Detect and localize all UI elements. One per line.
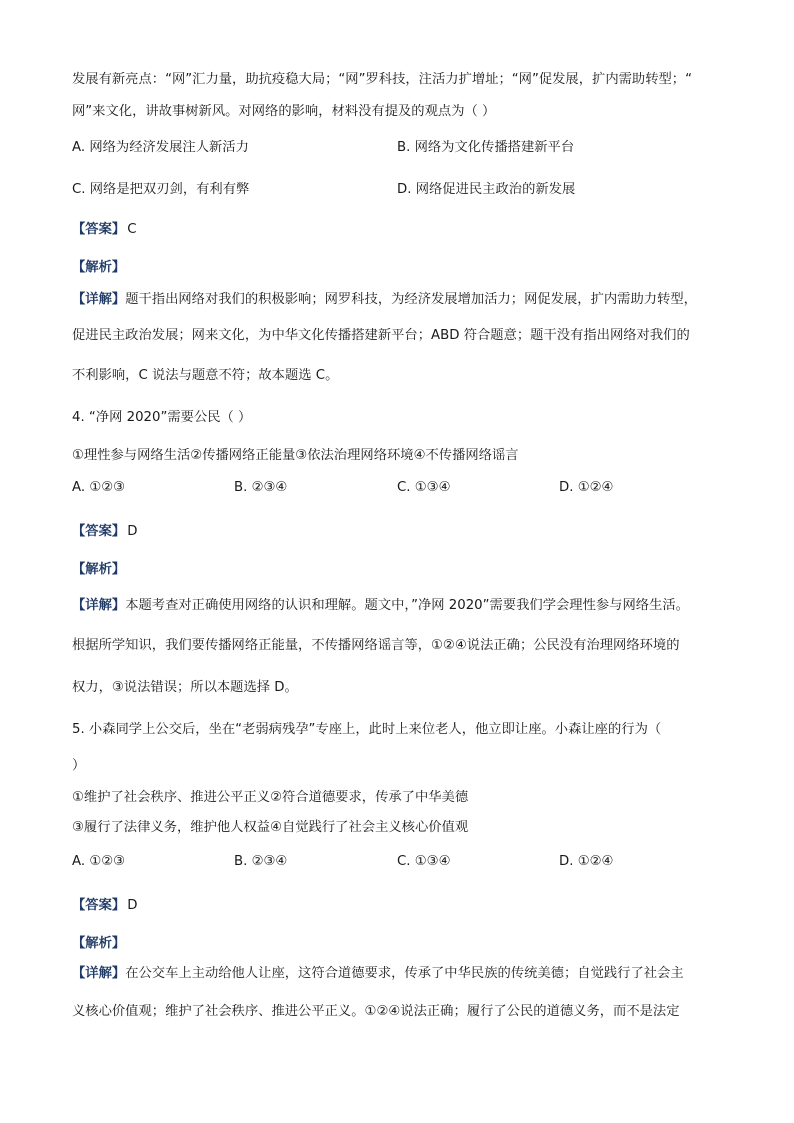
q5-option-b: B. ②③④ [234,854,288,869]
answer-tag: 【答案】 [72,222,126,237]
q3-option-c: C. 网络是把双刃剑，有利有弊 [72,182,250,197]
q4-option-b: B. ②③④ [234,480,288,495]
q5-items-line-1: ①维护了社会秩序、推进公平正义②符合道德要求，传承了中华美德 [72,790,469,805]
q4-detail-line-2: 根据所学知识，我们要传播网络正能量，不传播网络谣言等，①②④说法正确；公民没有治理网络环境的 [72,638,680,653]
answer-value: C [127,222,137,237]
detail-text: 本题考查对正确使用网络的认识和理解。题文中，”净网 2020”需要我们学会理性参与网络生活。 [125,598,689,613]
q5-detail-line-1 [72,962,684,981]
answer-tag: 【答案】 [72,524,126,539]
q4-items: ①理性参与网络生活②传播网络正能量③依法治理网络环境④不传播网络谣言 [72,448,519,463]
q4-stem: 4. “净网 2020”需要公民（ ） [72,410,252,425]
q4-option-d: D. ①②④ [559,480,614,495]
q3-option-d: D. 网络促进民主政治的新发展 [397,182,576,197]
detail-tag: 【详解】 [72,292,126,307]
detail-tag: 【详解】 [72,966,126,981]
q3-stem-line-2: 网”来文化，讲故事树新风。对网络的影响，材料没有提及的观点为（ ） [72,104,496,119]
q3-option-a: A. 网络为经济发展注人新活力 [72,140,249,155]
answer-tag: 【答案】 [72,898,126,913]
detail-text: 题干指出网络对我们的积极影响；网罗科技，为经济发展增加活力；网促发展，扩内需助力转型， [125,292,697,307]
q5-stem-line-1: 5. 小森同学上公交后，坐在“老弱病残孕”专座上，此时上来位老人，他立即让座。小森让座的行为（ [72,722,662,737]
q4-detail-line-3: 权力，③说法错误；所以本题选择 D。 [72,680,298,695]
analysis-tag: 【解析】 [72,936,126,951]
q3-detail-line-3: 不利影响，C 说法与题意不符；故本题选 C。 [72,368,339,383]
detail-text: 在公交车上主动给他人让座，这符合道德要求，传承了中华民族的传统美德；自觉践行了社会主 [125,966,684,981]
q5-answer [72,894,137,913]
q4-detail-line-1 [72,594,689,613]
q5-stem-line-2: ） [72,758,86,773]
q4-option-a: A. ①②③ [72,480,126,495]
q4-option-c: C. ①③④ [397,480,451,495]
q4-analysis-tag [72,558,125,577]
q5-option-c: C. ①③④ [397,854,451,869]
q3-stem-line-1: 发展有新亮点：“网”汇力量，助抗疫稳大局；“网”罗科技，注活力扩增址；“网”促发展，扩内需助转型；“ [72,72,692,87]
q5-detail-line-2: 义核心价值观；维护了社会秩序、推进公平正义。①②④说法正确；履行了公民的道德义务，而不是法定 [72,1004,680,1019]
answer-value: D [127,524,138,539]
detail-tag: 【详解】 [72,598,126,613]
q5-option-a: A. ①②③ [72,854,126,869]
analysis-tag: 【解析】 [72,562,126,577]
analysis-tag: 【解析】 [72,260,126,275]
q3-analysis-tag [72,256,125,275]
q4-answer [72,520,137,539]
q3-detail-line-2: 促进民主政治发展；网来文化，为中华文化传播搭建新平台；ABD 符合题意；题干没有指出网络对我们的 [72,328,690,343]
answer-value: D [127,898,138,913]
q5-items-line-2: ③履行了法律义务，维护他人权益④自觉践行了社会主义核心价值观 [72,820,469,835]
q3-option-b: B. 网络为文化传播搭建新平台 [397,140,575,155]
q3-detail-line-1 [72,288,697,307]
q3-answer [72,218,136,237]
q5-option-d: D. ①②④ [559,854,614,869]
q5-analysis-tag [72,932,125,951]
